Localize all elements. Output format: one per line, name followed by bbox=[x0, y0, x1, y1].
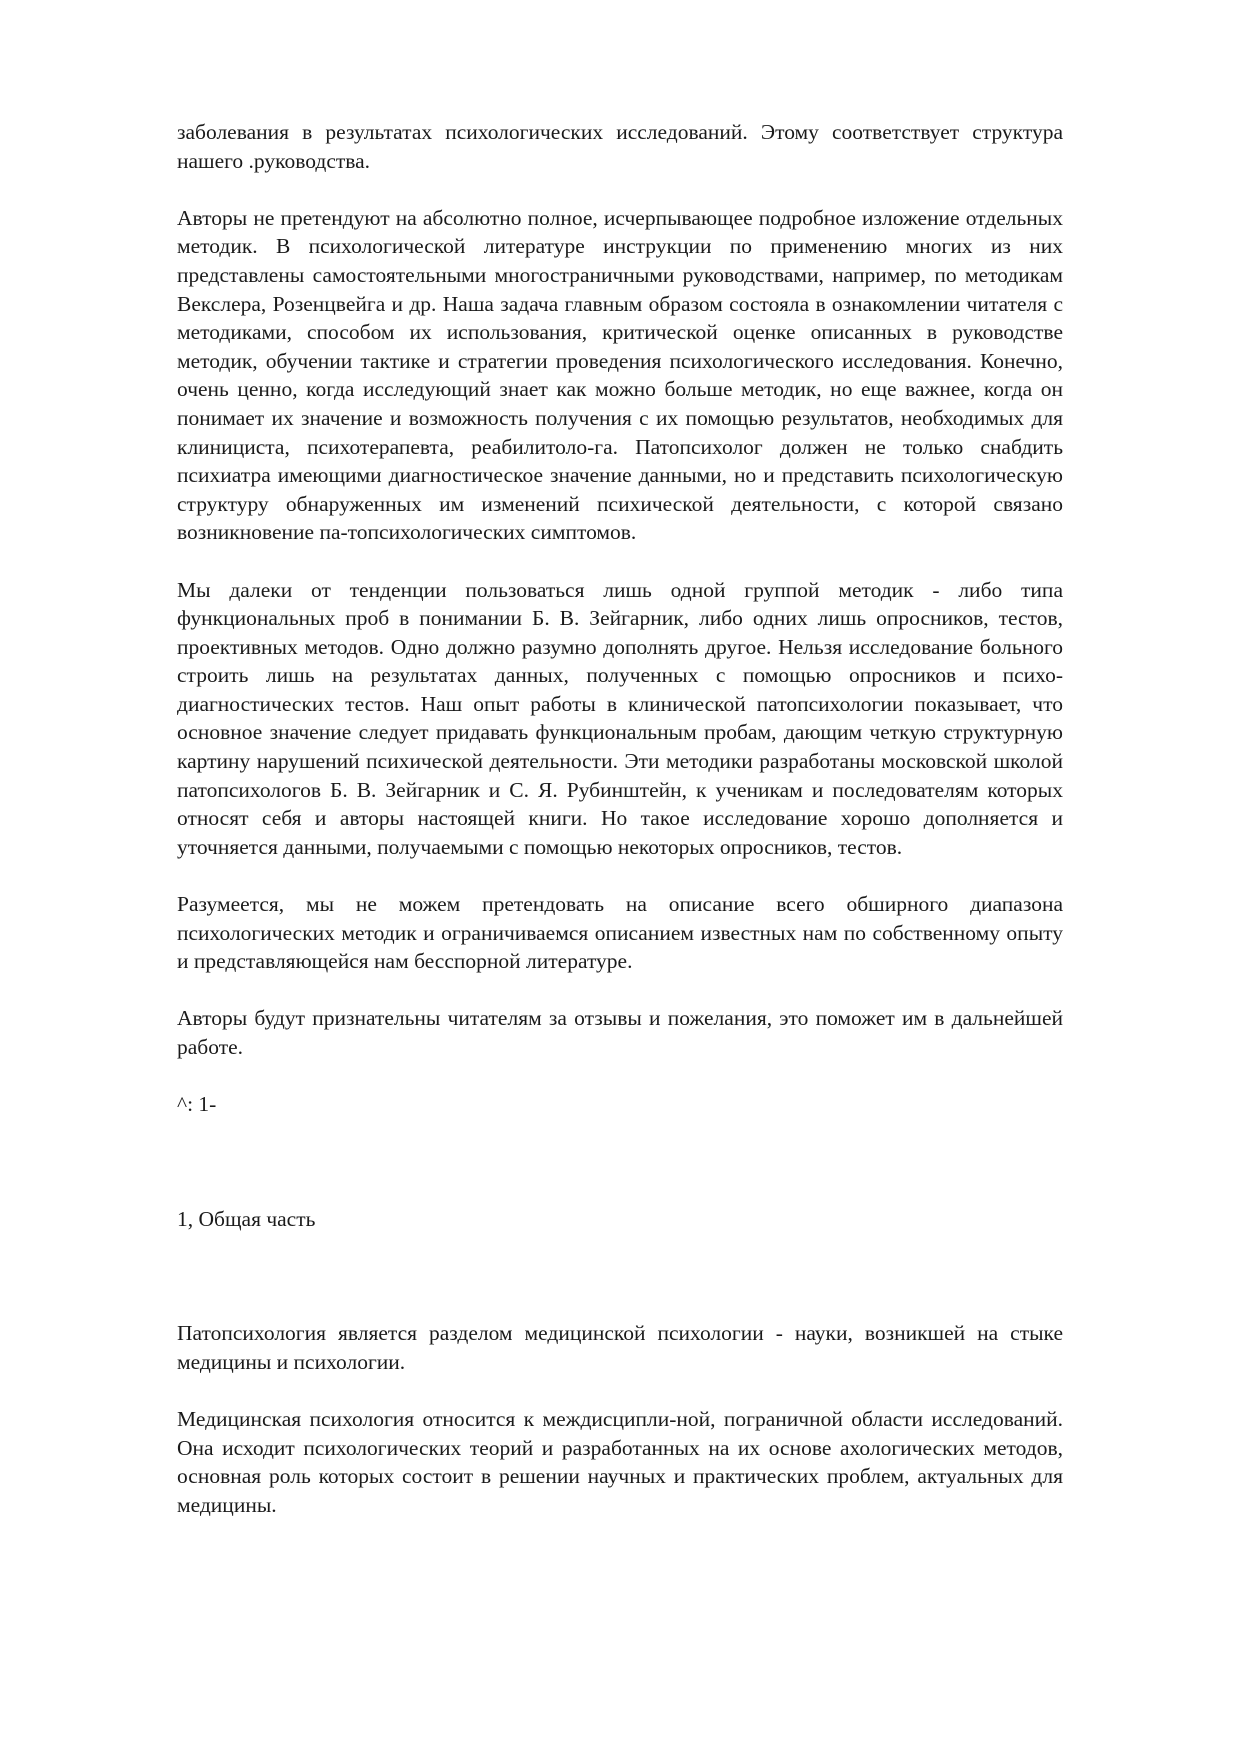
spacer bbox=[177, 1233, 1063, 1319]
paragraph-authors-scope: Авторы не претендуют на абсолютно полное, исчерпывающее подробное изложение отдельных методик. В психологической литературе инструкции по применению многих из них представлены самостоятельными многостраничными руководствами, например, по методикам Векслера, Розенцвейга и др. Наша задача главным образом состояла в ознакомлении читателя с методиками, способом их использования, критической оценке описанных в руководстве методик, обучении тактике и стратегии проведения психологического исследования. Конечно, очень ценно, когда исследующий знает как можно больше методик, но еще важнее, когда он понимает их значение и возможность получения с их помощью результатов, необходимых для клинициста, психотерапевта, реабилитоло-га. Патопсихолог должен не только снабдить психиатра имеющими диагностическое значение данными, но и представить психологическую структуру обнаруженных им изменений психической деятельности, с которой связано возникновение па-топсихологических симптомов. bbox=[177, 205, 1063, 545]
page-marker: ^: 1- bbox=[177, 1092, 217, 1117]
paragraph-limitations: Разумеется, мы не можем претендовать на описание всего обширного диапазона психологических методик и ограничиваемся описанием известных нам по собственному опыту и представляющейся нам бесспорной литературе. bbox=[177, 892, 1063, 974]
spacer bbox=[177, 1119, 1063, 1205]
paragraph-pathopsychology-definition: Патопсихология является разделом медицинской психологии - науки, возникшей на стыке медицины и психологии. bbox=[177, 1321, 1063, 1374]
paragraph-medical-psychology: Медицинская психология относится к междисципли-ной, пограничной области исследований. Она исходит психологических теорий и разработанных на их основе ахологических методов, основная роль которых состоит в решении научных и практических проблем, актуальных для медицины. bbox=[177, 1407, 1063, 1517]
document-page bbox=[177, 118, 1063, 1548]
paragraph-feedback: Авторы будут признательны читателям за отзывы и пожелания, это поможет им в дальнейшей работе. bbox=[177, 1006, 1063, 1059]
paragraph-methods-approach: Мы далеки от тенденции пользоваться лишь одной группой методик - либо типа функциональных проб в понимании Б. В. Зейгарник, либо одних лишь опросников, тестов, проективных методов. Одно должно разумно дополнять другое. Нельзя исследование больного строить лишь на результатах данных, полученных с помощью опросников и психо-диагностических тестов. Наш опыт работы в клинической патопсихологии показывает, что основное значение следует придавать функциональным пробам, дающим четкую структурную картину нарушений психической деятельности. Эти методики разработаны московской школой патопсихологов Б. В. Зейгарник и С. Я. Рубинштейн, к ученикам и последователям которых относят себя и авторы настоящей книги. Но такое исследование хорошо дополняется и уточняется данными, получаемыми с помощью некоторых опросников, тестов. bbox=[177, 577, 1063, 859]
section-heading: 1, Общая часть bbox=[177, 1206, 316, 1231]
paragraph-intro-end: заболевания в результатах психологических исследований. Этому соответствует структура нашего .руководства. bbox=[177, 120, 1063, 173]
